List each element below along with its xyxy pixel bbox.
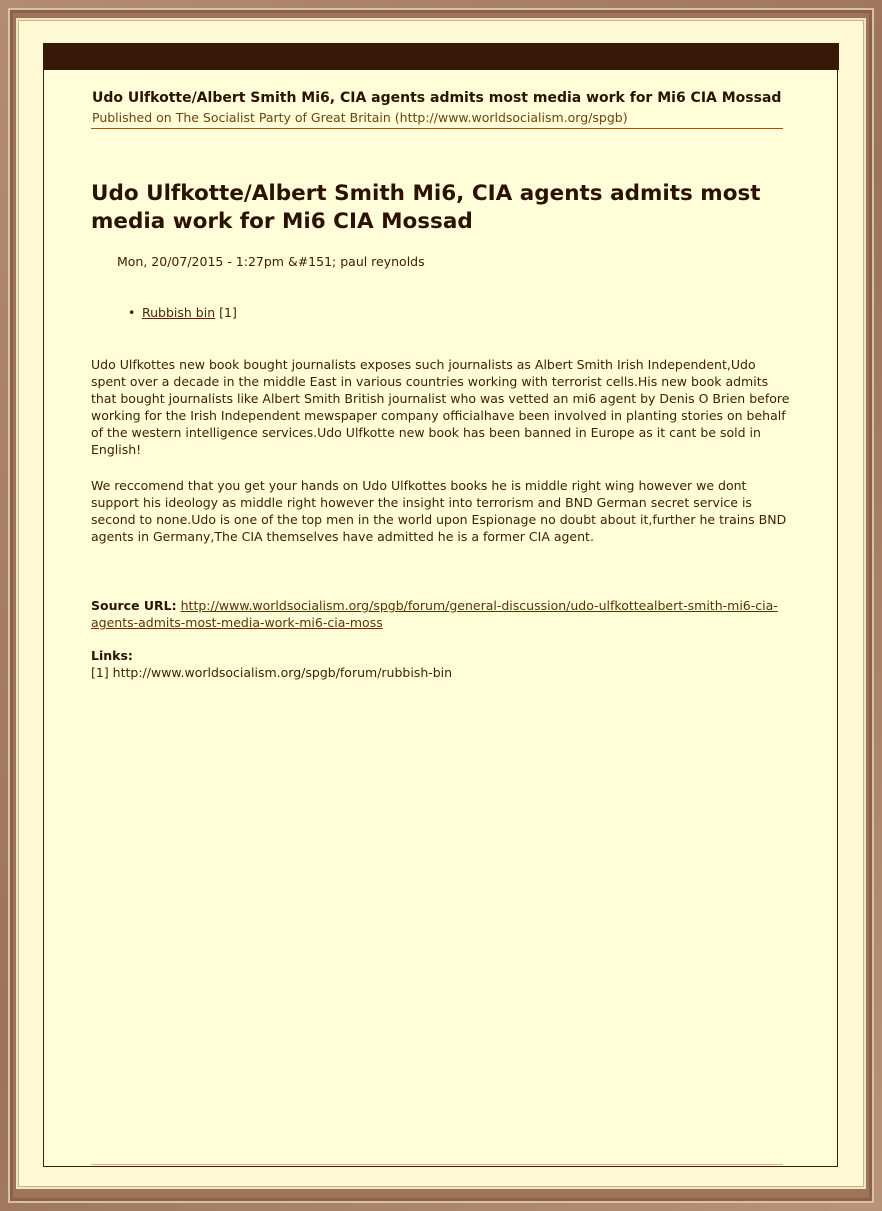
top-bar [43,43,839,70]
header-divider [91,128,783,129]
page-title: Udo Ulfkotte/Albert Smith Mi6, CIA agents admits most media work for Mi6 CIA Mossad [91,181,761,234]
tag-link-rubbish-bin[interactable]: Rubbish bin [142,305,216,320]
source-url-link[interactable]: http://www.worldsocialism.org/spgb/forum/general-discussion/udo-ulfkottealbert-smith-mi6-cia-agents-admits-most-media-work-mi6-cia-moss [91,598,778,630]
published-on: Published on The Socialist Party of Great Britain (http://www.worldsocialism.org/spgb) [92,110,628,125]
body-paragraph-2: We reccomend that you get your hands on Udo Ulfkottes books he is middle right wing however we dont support his ideology as middle right however the insight into terrorism and BND German secret service is second to none.Udo is one of the top men in the world upon Espionage no doubt about it,further he trains BND agents in Germany,The CIA themselves have admitted he is a former CIA agent. [91,478,787,544]
bullet-icon: • [128,305,136,320]
source-url-block [91,597,791,631]
tag-list [128,305,237,320]
links-label: Links: [91,648,133,663]
links-item: [1] http://www.worldsocialism.org/spgb/forum/rubbish-bin [91,665,453,680]
footer-divider [91,1164,783,1165]
tag-ref: [1] [219,305,237,320]
body-paragraph-1: Udo Ulfkottes new book bought journalists exposes such journalists as Albert Smith Irish Independent,Udo spent over a decade in the middle East in various countries working with terrorist cells.His new book admits that bought journalists like Albert Smith British journalist who was vetted an mi6 agent by Denis O Brien before working for the Irish Independent mewspaper company officialhave been involved in planting stories on behalf of the western intelligence services.Udo Ulfkotte new book has been banned in Europe as it cant be sold in English! [91,357,790,457]
post-meta: Mon, 20/07/2015 - 1:27pm &#151; paul reynolds [117,254,425,269]
header-title: Udo Ulfkotte/Albert Smith Mi6, CIA agents admits most media work for Mi6 CIA Mossad [92,90,782,106]
source-url-label: Source URL: [91,598,177,613]
